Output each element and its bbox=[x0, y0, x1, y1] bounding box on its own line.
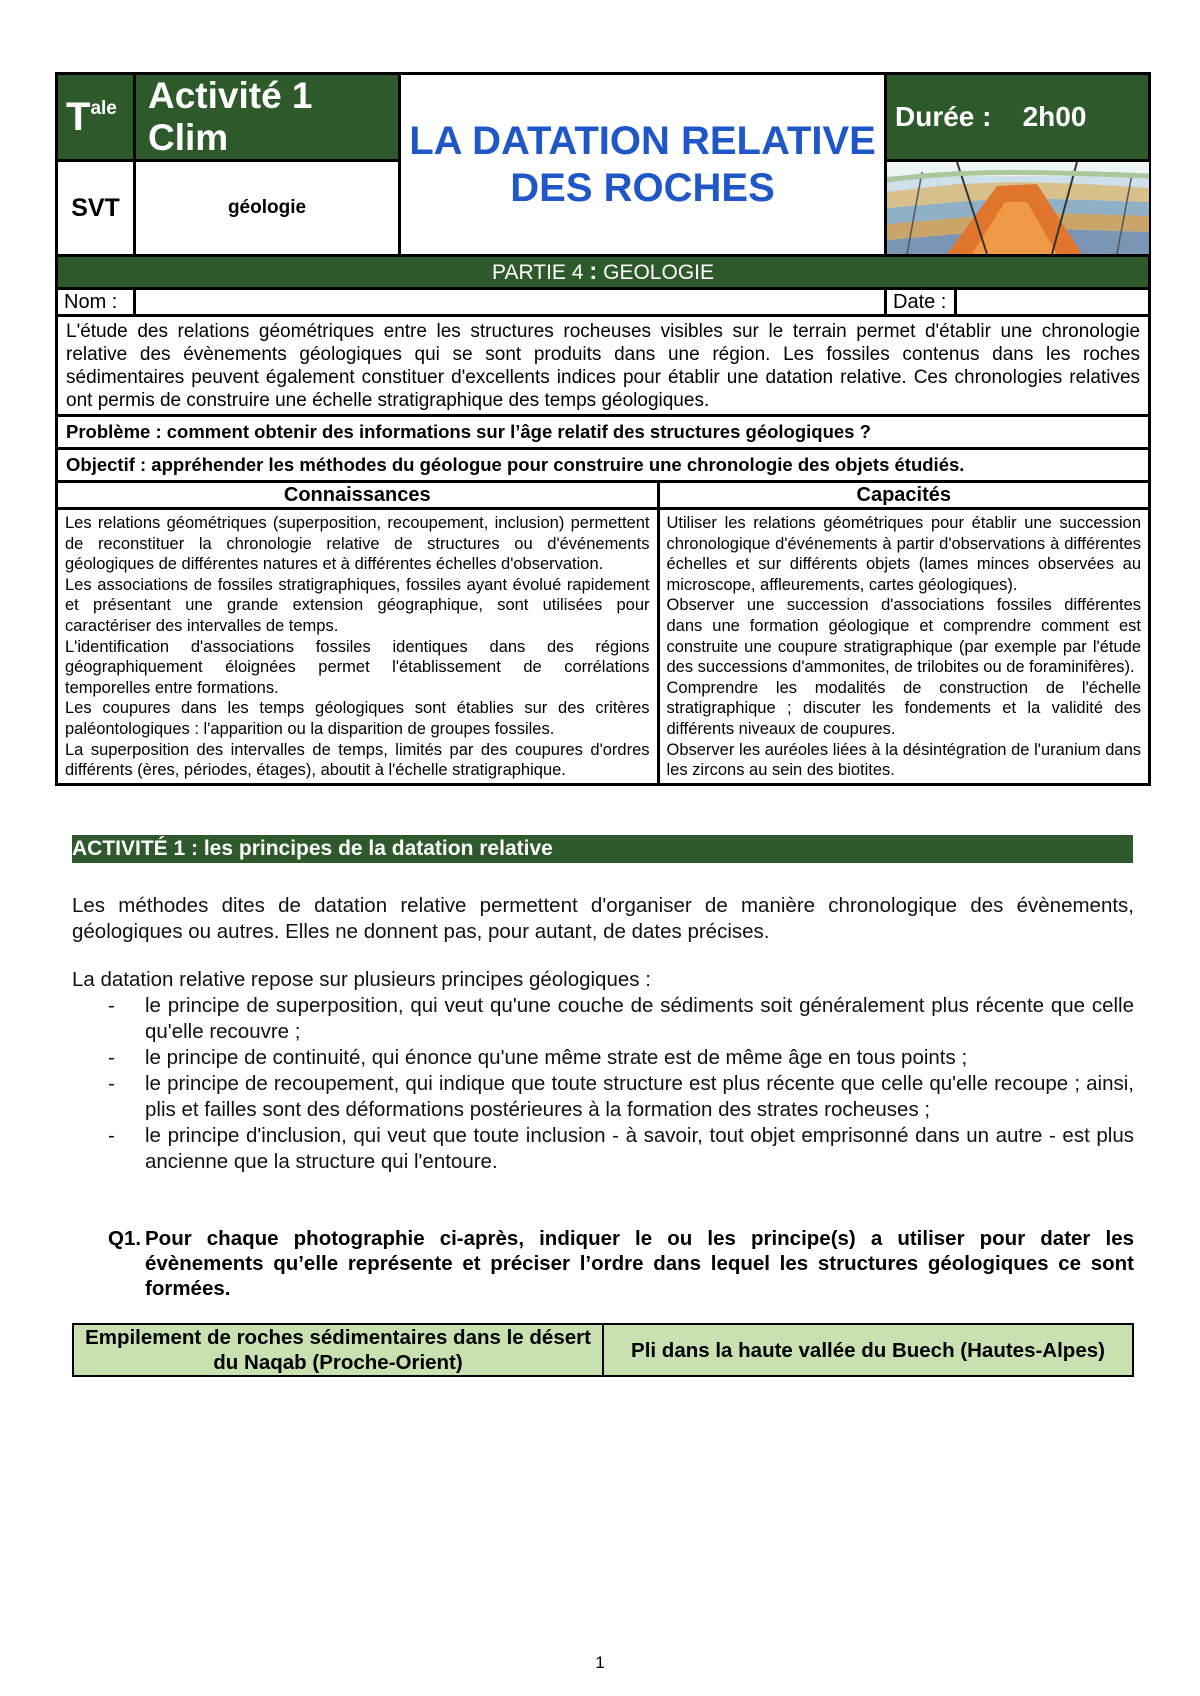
activity-cell: Activité 1 Clim bbox=[135, 74, 400, 161]
skills-header: Capacités bbox=[658, 483, 1148, 509]
subject-cell: SVT bbox=[57, 161, 135, 256]
list-dash: - bbox=[108, 1072, 115, 1095]
header-table bbox=[55, 72, 1151, 786]
objectif-line: Objectif : appréhender les méthodes du géologue pour construire une chronologie des objets étudiés. bbox=[57, 449, 1150, 482]
principle-item bbox=[72, 1123, 1134, 1175]
duration-value: 2h00 bbox=[1022, 101, 1087, 132]
activity-heading bbox=[72, 835, 1133, 863]
photo-caption-left: Empilement de roches sédimentaires dans le désert du Naqab (Proche-Orient) bbox=[73, 1324, 603, 1376]
skills-paragraph: Observer une succession d'associations fossiles différentes dans une formation géologique et comprendre comment est construite une coupure stratigraphique (par exemple par l'étude des successions d'ammonites, de trilobites ou de foraminifères). bbox=[666, 596, 1142, 677]
list-dash: - bbox=[108, 1046, 115, 1069]
principle-text: le principe d'inclusion, qui veut que toute inclusion - à savoir, tout objet emprisonné dans un autre - est plus ancienne que la structure qui l'entoure. bbox=[145, 1124, 1134, 1173]
level-cell bbox=[57, 74, 135, 161]
principle-item bbox=[72, 1045, 1134, 1071]
skills-paragraph: Comprendre les modalités de construction de l'échelle stratigraphique ; discuter les fondements et la validité des différents niveaux de coupures. bbox=[666, 678, 1142, 738]
principle-item bbox=[72, 1071, 1134, 1123]
probleme-line: Problème : comment obtenir des informations sur l’âge relatif des structures géologiques ? bbox=[57, 416, 1150, 449]
duration-cell bbox=[886, 74, 1150, 161]
knowledge-paragraph: Les coupures dans les temps géologiques sont établies sur des critères paléontologiques : l'apparition ou la disparition de groupes fossiles. bbox=[65, 699, 650, 738]
part-heading bbox=[57, 256, 1150, 289]
principles-list bbox=[72, 993, 1134, 1175]
part-colon: : bbox=[589, 258, 598, 285]
photo-caption-right: Pli dans la haute vallée du Buech (Hautes-Alpes) bbox=[603, 1324, 1133, 1376]
intro-paragraph: Les méthodes dites de datation relative permettent d'organiser de manière chronologique des évènements, géologiques ou autres. Elles ne donnent pas, pour autant, de dates précises. bbox=[72, 894, 1134, 943]
photo-table bbox=[72, 1323, 1134, 1377]
date-label: Date : bbox=[886, 289, 956, 316]
list-dash: - bbox=[108, 994, 115, 1017]
two-column-block bbox=[57, 482, 1150, 785]
name-label: Nom : bbox=[57, 289, 135, 316]
question-number: Q1. bbox=[108, 1227, 142, 1250]
cross-section-illustration bbox=[887, 162, 1149, 254]
knowledge-paragraph: Les associations de fossiles stratigraphiques, fossiles ayant évolué rapidement et présentant une grande extension géographique, sont utilisées pour caractériser des intervalles de temps. bbox=[65, 575, 650, 635]
question-text: Pour chaque photographie ci-après, indiquer le ou les principe(s) a utiliser pour dater les évènements qu’elle représente et préciser l’ordre dans lequel les structures géologiques ce sont formées. bbox=[145, 1227, 1134, 1300]
principle-text: le principe de superposition, qui veut qu'une couche de sédiments soit généralement plus récente que celle qu'elle recouvre ; bbox=[145, 994, 1134, 1043]
duration-label: Durée : bbox=[895, 101, 992, 132]
knowledge-header: Connaissances bbox=[58, 483, 658, 509]
page-number: 1 bbox=[595, 1653, 605, 1672]
question-1 bbox=[108, 1226, 1134, 1301]
skills-paragraph: Utiliser les relations géométriques pour établir une succession chronologique d'événements à partir d'observations à différentes échelles et sur différents objets (lames minces observées au microscope, affleurements, cartes géologiques). bbox=[666, 514, 1142, 594]
knowledge-paragraph: Les relations géométriques (superposition, recoupement, inclusion) permettent de reconstituer la chronologie relative de structures ou d'événements géologiques de différentes natures et à différentes échelles d'observation. bbox=[65, 514, 650, 574]
principle-item bbox=[72, 993, 1134, 1045]
name-field[interactable] bbox=[135, 289, 886, 316]
activity-heading-text: ACTIVITÉ 1 : les principes de la datation relative bbox=[72, 837, 553, 860]
skills-paragraph: Observer les auréoles liées à la désintégration de l'uranium dans les zircons au sein des biotites. bbox=[666, 740, 1142, 780]
principle-text: le principe de continuité, qui énonce qu'une même strate est de même âge en tous points ; bbox=[145, 1046, 968, 1069]
part-prefix: PARTIE 4 bbox=[492, 261, 584, 284]
principles-intro: La datation relative repose sur plusieurs principes géologiques : bbox=[72, 968, 651, 991]
knowledge-paragraph: L'identification d'associations fossiles identiques dans des régions géographiquement éloignées permet l'établissement de corrélations temporelles entre formations. bbox=[65, 637, 650, 697]
geology-cross-section-image bbox=[886, 161, 1150, 256]
date-field[interactable] bbox=[956, 289, 1150, 316]
knowledge-skills-table bbox=[58, 483, 1148, 783]
theme-cell: géologie bbox=[135, 161, 400, 256]
intro-text: L'étude des relations géométriques entre les structures rocheuses visibles sur le terrain permet d'établir une chronologie relative des évènements géologiques qui se sont produits dans une région. Les fossiles contenus dans les roches sédimentaires peuvent également constituer d'excellents indices pour établir une datation relative. Ces chronologies relatives ont permis de construire une échelle stratigraphique des temps géologiques. bbox=[57, 316, 1150, 416]
level-main: T bbox=[66, 94, 91, 139]
list-dash: - bbox=[108, 1124, 115, 1147]
skills-column bbox=[658, 509, 1148, 783]
main-title: LA DATATION RELATIVE DES ROCHES bbox=[400, 74, 886, 256]
knowledge-column bbox=[58, 509, 658, 783]
part-name: GEOLOGIE bbox=[603, 261, 714, 284]
level-sup: ale bbox=[90, 97, 117, 119]
knowledge-paragraph: La superposition des intervalles de temps, limités par des coupures d'ordres différents (ères, périodes, étages), aboutit à l'échelle stratigraphique. bbox=[65, 740, 650, 780]
principle-text: le principe de recoupement, qui indique que toute structure est plus récente que celle qu'elle recoupe ; ainsi, plis et failles sont des déformations postérieures à la formation des strates rocheuses ; bbox=[145, 1072, 1134, 1121]
